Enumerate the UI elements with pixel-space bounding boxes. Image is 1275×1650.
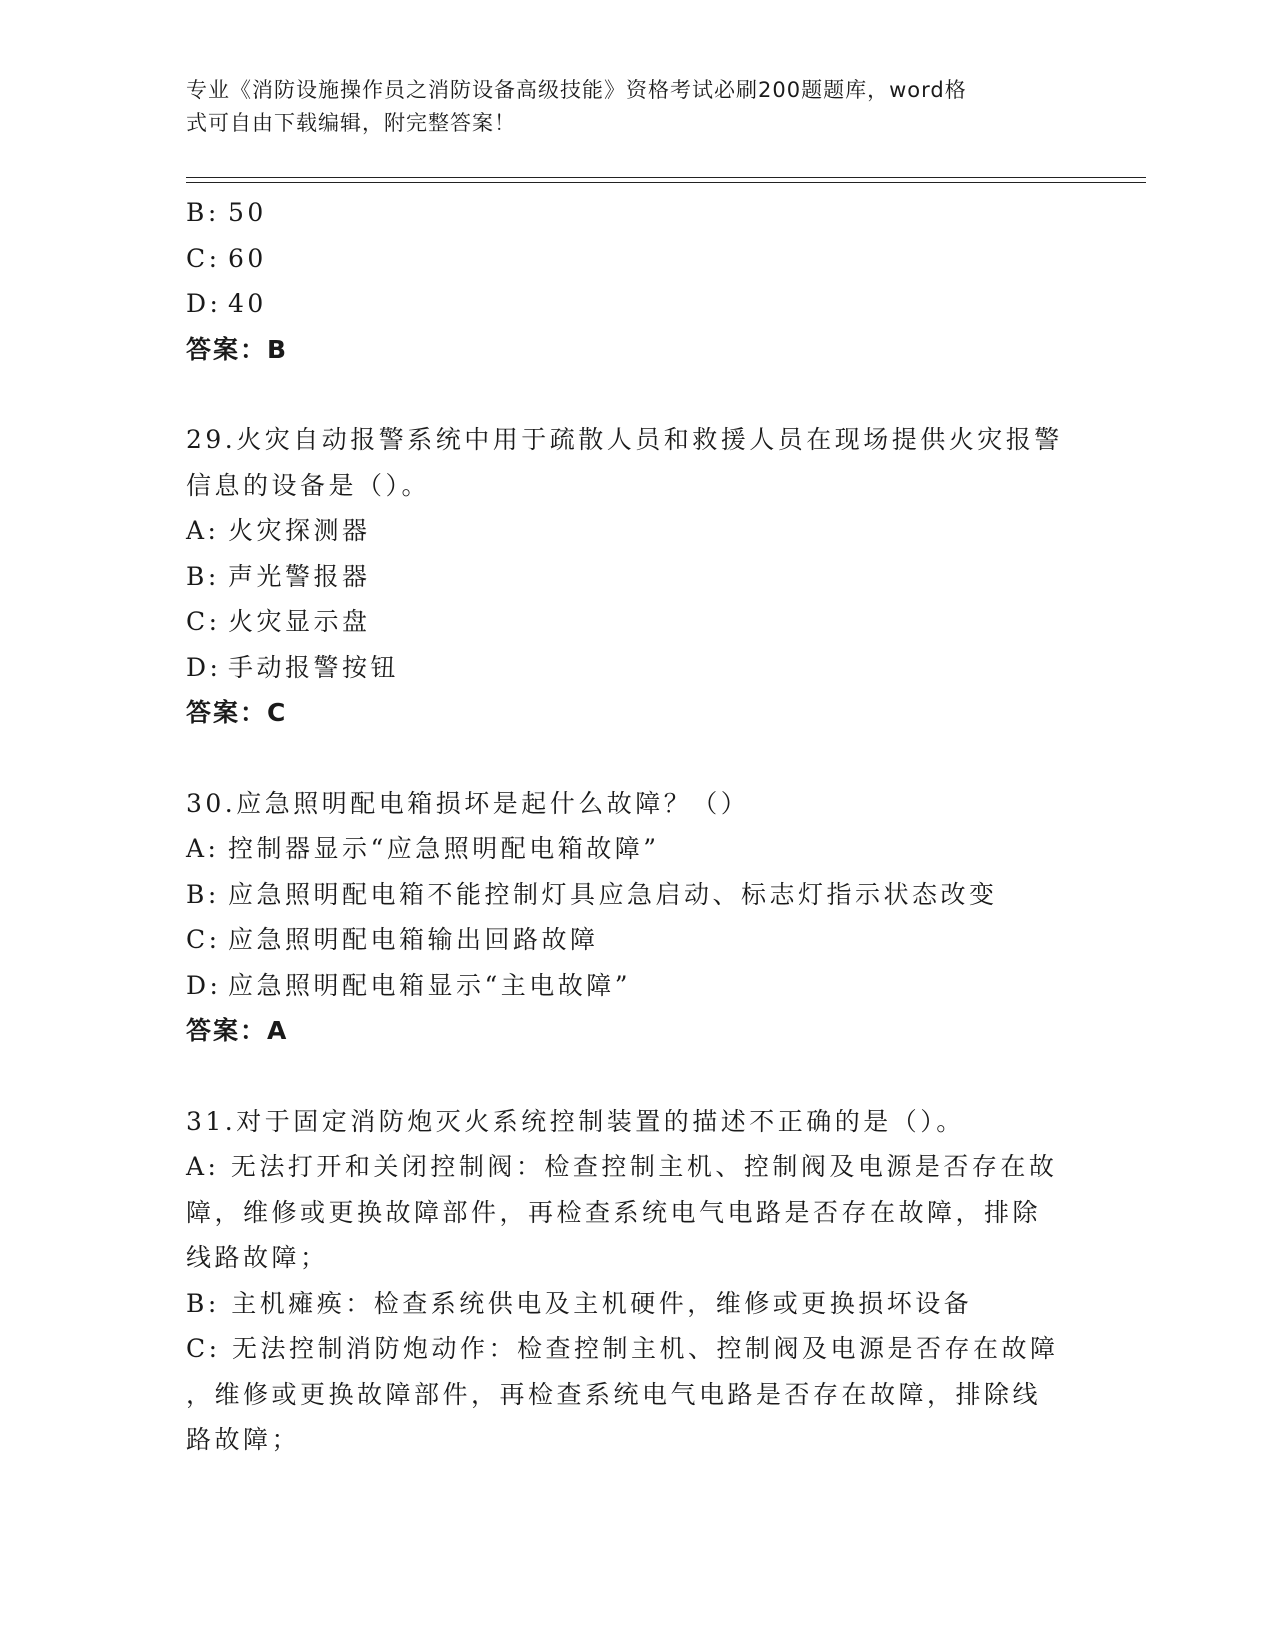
option-d: D: 手动报警按钮 (186, 652, 400, 682)
header-line-1: 专业《消防设施操作员之消防设备高级技能》资格考试必刷200题题库，word格 (186, 78, 967, 102)
option-c: C: 应急照明配电箱输出回路故障 (186, 925, 599, 954)
question-list (186, 190, 1066, 1463)
answer: 答案：A (186, 1016, 289, 1045)
option-b: B: 50 (186, 198, 267, 227)
answer: 答案：B (186, 334, 289, 364)
option-b: B: 声光警报器 (186, 561, 371, 591)
option-c: C: 火灾显示盘 (186, 607, 371, 636)
option-c: C: 60 (186, 243, 267, 273)
question-28-continued (186, 190, 1066, 372)
option-a-continued: 障，维修或更换故障部件，再检查系统电气电路是否存在故障，排除 (186, 1197, 1042, 1227)
header-divider-bottom (186, 182, 1146, 183)
answer: 答案：C (186, 698, 288, 727)
option-d: D: 应急照明配电箱显示“主电故障” (186, 970, 632, 1000)
question-31 (186, 1099, 1066, 1463)
question-stem: 31.对于固定消防炮灭火系统控制装置的描述不正确的是（）。 (186, 1106, 965, 1136)
option-b: B: 主机瘫痪：检查系统供电及主机硬件，维修或更换损坏设备 (186, 1288, 973, 1318)
option-a: A: 无法打开和关闭控制阀：检查控制主机、控制阀及电源是否存在故 (186, 1152, 1058, 1181)
question-30 (186, 781, 1066, 1054)
option-b: B: 应急照明配电箱不能控制灯具应急启动、标志灯指示状态改变 (186, 879, 998, 909)
question-stem: 信息的设备是（）。 (186, 470, 431, 500)
question-stem: 30.应急照明配电箱损坏是起什么故障？（） (186, 788, 750, 818)
option-c-continued: ，维修或更换故障部件，再检查系统电气电路是否存在故障，排除线 (186, 1379, 1042, 1409)
option-a: A: 火灾探测器 (186, 516, 371, 545)
option-c-continued: 路故障； (186, 1425, 301, 1454)
header-divider-top (186, 177, 1146, 178)
document-header (186, 74, 1066, 140)
question-29 (186, 417, 1066, 736)
option-a-continued: 线路故障； (186, 1243, 329, 1272)
option-c: C: 无法控制消防炮动作：检查控制主机、控制阀及电源是否存在故障 (186, 1334, 1059, 1363)
question-stem: 29.火灾自动报警系统中用于疏散人员和救援人员在现场提供火灾报警 (186, 425, 1063, 454)
option-d: D: 40 (186, 289, 267, 318)
option-a: A: 控制器显示“应急照明配电箱故障” (186, 834, 660, 863)
header-line-2: 式可自由下载编辑，附完整答案！ (186, 111, 516, 135)
